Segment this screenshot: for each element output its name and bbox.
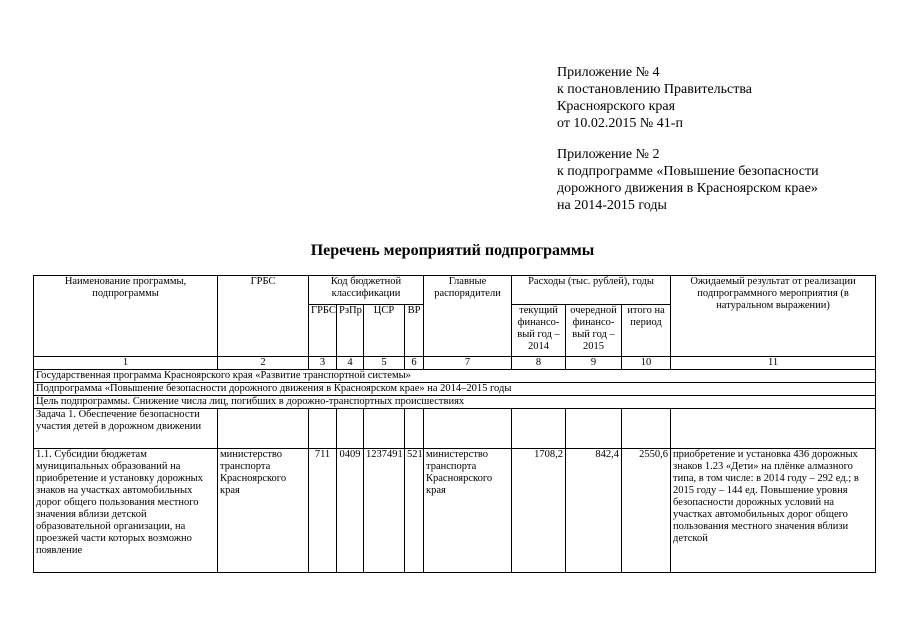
- program-row: [34, 370, 876, 383]
- header-line: Приложение № 2: [557, 147, 660, 162]
- subprogram-title: Подпрограмма «Повышение безопасности дорожного движения в Красноярском крае» на 2014–2015 годы: [34, 383, 876, 396]
- column-number: 8: [512, 357, 566, 370]
- header-appendix-2: [557, 146, 819, 214]
- column-number: 4: [337, 357, 364, 370]
- column-numbers-row: [34, 357, 876, 370]
- table-header-row: [34, 276, 876, 305]
- goal-text: Цель подпрограммы. Снижение числа лиц, погибших в дорожно-транспортных происшествиях: [34, 396, 876, 409]
- header-line: дорожного движения в Красноярском крае»: [557, 181, 818, 196]
- item-total: 2550,6: [622, 449, 671, 573]
- page-title: Перечень мероприятий подпрограммы: [310, 242, 595, 259]
- subheader-rzpr: РзПр: [337, 305, 364, 357]
- item-name: 1.1. Субсидии бюджетам муниципальных образований на приобретение и установку дорожных знаков на участках автомобильных дорог общего пользования местного значения вблизи детской образовательной организации, на проезжей части которых возможно появление: [34, 449, 218, 573]
- item-rzpr: 0409: [337, 449, 364, 573]
- goal-row: [34, 396, 876, 409]
- header-cell-expenses: Расходы (тыс. рублей), годы: [512, 276, 671, 305]
- header-cell-result: Ожидаемый результат от реализации подпрограммного мероприятия (в натуральном выражении): [671, 276, 876, 357]
- subheader-current-year: текущий финансо-вый год – 2014: [512, 305, 566, 357]
- subheader-csr: ЦСР: [364, 305, 405, 357]
- column-number: 2: [218, 357, 309, 370]
- subheader-next-year: очередной финансо-вый год – 2015: [566, 305, 622, 357]
- subheader-total: итого на период: [622, 305, 671, 357]
- item-2015: 842,4: [566, 449, 622, 573]
- column-number: 11: [671, 357, 876, 370]
- header-appendix-4: [557, 64, 752, 132]
- header-cell-name: Наименование программы, подпрограммы: [34, 276, 218, 357]
- subheader-grbs: ГРБС: [309, 305, 337, 357]
- header-cell-main: Главные распорядители: [424, 276, 512, 357]
- subheader-vr: ВР: [405, 305, 424, 357]
- column-number: 1: [34, 357, 218, 370]
- column-number: 9: [566, 357, 622, 370]
- header-line: от 10.02.2015 № 41-п: [557, 116, 683, 131]
- task-text: Задача 1. Обеспечение безопасности участия детей в дорожном движении: [34, 409, 218, 449]
- item-vr: 521: [405, 449, 424, 573]
- column-number: 6: [405, 357, 424, 370]
- header-cell-grbs: ГРБС: [218, 276, 309, 357]
- header-line: Красноярского края: [557, 99, 676, 114]
- item-2014: 1708,2: [512, 449, 566, 573]
- header-line: Приложение № 4: [557, 65, 660, 80]
- item-main: министерство транспорта Красноярского края: [424, 449, 512, 573]
- measures-table: [33, 275, 876, 573]
- column-number: 7: [424, 357, 512, 370]
- table-row: [34, 449, 876, 573]
- header-line: к подпрограмме «Повышение безопасности: [557, 164, 819, 179]
- subprogram-row: [34, 383, 876, 396]
- item-grbs: 711: [309, 449, 337, 573]
- column-number: 3: [309, 357, 337, 370]
- column-number: 10: [622, 357, 671, 370]
- item-grbs-text: министерство транспорта Красноярского края: [218, 449, 309, 573]
- header-cell-code: Код бюджетной классификации: [309, 276, 424, 305]
- task-row: [34, 409, 876, 449]
- item-csr: 1237491: [364, 449, 405, 573]
- program-title: Государственная программа Красноярского края «Развитие транспортной системы»: [34, 370, 876, 383]
- item-result: приобретение и установка 436 дорожных знаков 1.23 «Дети» на плёнке алмазного типа, в том числе: в 2014 году – 292 ед.; в 2015 году – 144 ед. Повышение уровня безопасности дорожных условий на участках автомобильных дорог общего пользования местного значения вблизи детской: [671, 449, 876, 573]
- header-line: на 2014-2015 годы: [557, 198, 667, 213]
- header-line: к постановлению Правительства: [557, 82, 753, 97]
- column-number: 5: [364, 357, 405, 370]
